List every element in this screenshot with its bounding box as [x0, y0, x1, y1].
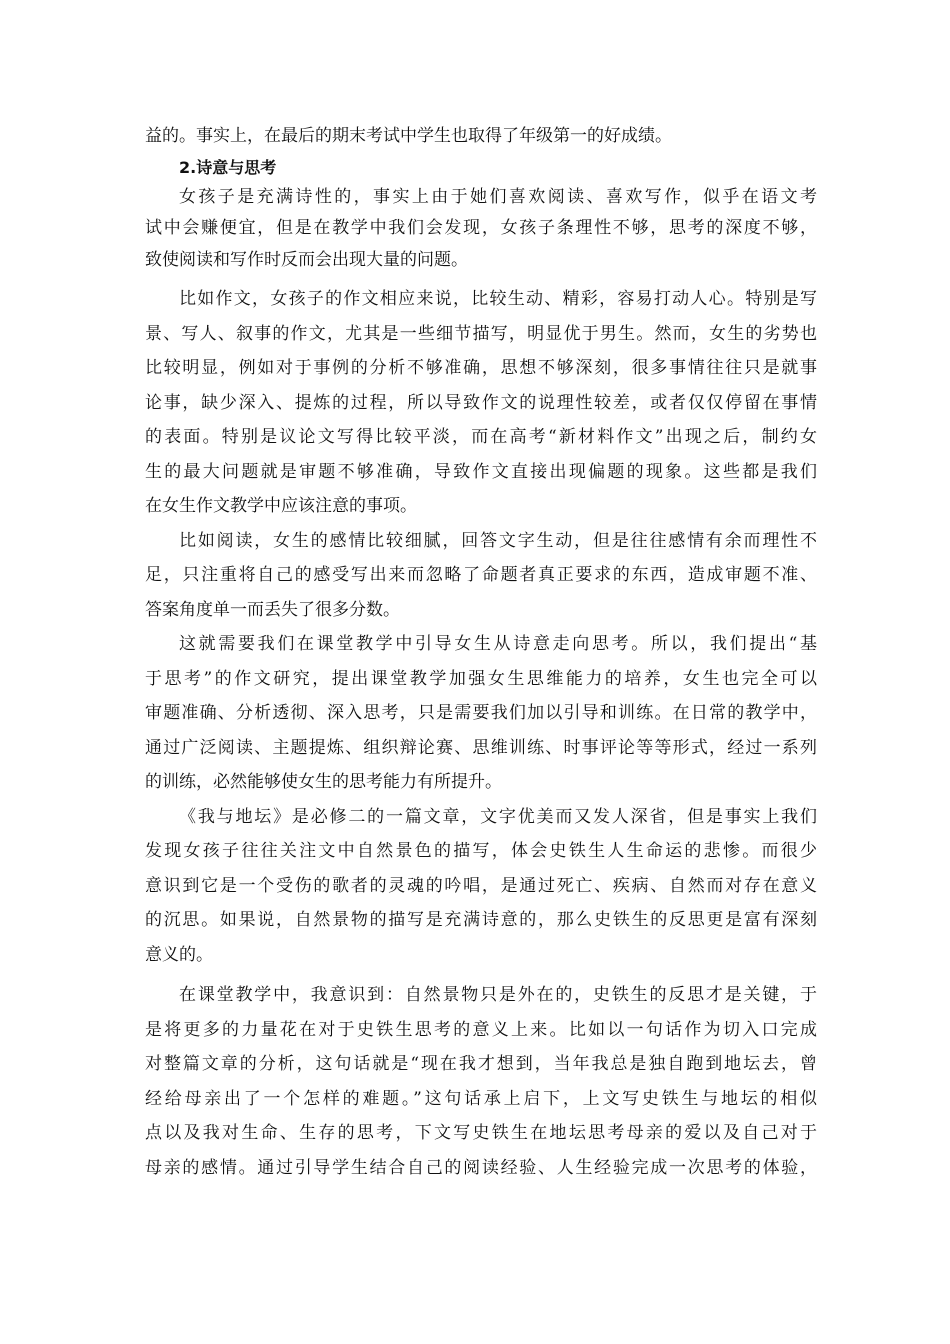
paragraph-line: 经给母亲出了一个怎样的难题。”这句话承上启下，上文写史铁生与地坛的相似 [145, 1088, 817, 1109]
paragraph-6 [145, 978, 817, 1185]
paragraph-5 [145, 800, 817, 973]
intro-line: 益的。事实上，在最后的期末考试中学生也取得了年级第一的好成绩。 [145, 126, 672, 146]
paragraph-line: 这就需要我们在课堂教学中引导女生从诗意走向思考。所以，我们提出“基 [179, 634, 817, 654]
paragraph-line: 足，只注重将自己的感受写出来而忽略了命题者真正要求的东西，造成审题不准、 [145, 565, 817, 585]
paragraph-line: 审题准确、分析透彻、深入思考，只是需要我们加以引导和训练。在日常的教学中， [145, 703, 817, 723]
paragraph-line: 母亲的感情。通过引导学生结合自己的阅读经验、人生经验完成一次思考的体验， [145, 1157, 817, 1178]
paragraph-line: 比较明显，例如对于事例的分析不够准确，思想不够深刻，很多事情往往只是就事 [145, 358, 817, 378]
paragraph-2 [145, 282, 817, 524]
paragraph-line: 通过广泛阅读、主题提炼、组织辩论赛、思维训练、时事评论等等形式，经过一系列 [145, 737, 817, 758]
paragraph-line: 景、写人、叙事的作文，尤其是一些细节描写，明显优于男生。然而，女生的劣势也 [145, 323, 817, 344]
paragraph-line: 意识到它是一个受伤的歌者的灵魂的吟唱，是通过死亡、疾病、自然而对存在意义 [145, 875, 817, 896]
paragraph-line: 《我与地坛》是必修二的一篇文章，文字优美而又发人深省，但是事实上我们 [179, 806, 817, 827]
paragraph-line: 论事，缺少深入、提炼的过程，所以导致作文的说理性较差，或者仅仅停留在事情 [145, 392, 817, 413]
paragraph-3 [145, 524, 817, 628]
paragraph-line: 致使阅读和写作时反而会出现大量的问题。 [145, 249, 468, 270]
paragraph-1 [145, 182, 817, 277]
paragraph-line: 的训练，必然能够使女生的思考能力有所提升。 [145, 772, 502, 792]
paragraph-line: 意义的。 [145, 944, 213, 965]
paragraph-line: 是将更多的力量花在对于史铁生思考的意义上来。比如以一句话作为切入口完成 [145, 1019, 817, 1040]
paragraph-line: 对整篇文章的分析，这句话就是“现在我才想到，当年我总是独自跑到地坛去，曾 [145, 1054, 817, 1074]
paragraph-line: 答案角度单一而丢失了很多分数。 [145, 599, 400, 620]
paragraph-line: 女孩子是充满诗性的，事实上由于她们喜欢阅读、喜欢写作，似乎在语文考 [179, 186, 817, 207]
paragraph-line: 的沉思。如果说，自然景物的描写是充满诗意的，那么史铁生的反思更是富有深刻 [145, 910, 817, 930]
section-heading: 2.诗意与思考 [179, 157, 277, 177]
paragraph-line: 试中会赚便宜，但是在教学中我们会发现，女孩子条理性不够，思考的深度不够， [145, 218, 817, 238]
paragraph-line: 在课堂教学中，我意识到：自然景物只是外在的，史铁生的反思才是关键，于 [179, 985, 817, 1005]
paragraph-line: 生的最大问题就是审题不够准确，导致作文直接出现偏题的现象。这些都是我们 [145, 461, 817, 482]
paragraph-line: 发现女孩子往往关注文中自然景色的描写，体会史铁生人生命运的悲惨。而很少 [145, 841, 817, 861]
paragraph-line: 比如作文，女孩子的作文相应来说，比较生动、精彩，容易打动人心。特别是写 [179, 289, 817, 309]
paragraph-line: 于思考”的作文研究，提出课堂教学加强女生思维能力的培养，女生也完全可以 [145, 668, 817, 689]
paragraph-4 [145, 627, 817, 800]
paragraph-line: 点以及我对生命、生存的思考，下文写史铁生在地坛思考母亲的爱以及自己对于 [145, 1123, 817, 1143]
paragraph-line: 在女生作文教学中应该注意的事项。 [145, 496, 417, 516]
document-page [145, 119, 817, 1185]
paragraph-line: 的表面。特别是议论文写得比较平淡，而在高考“新材料作文”出现之后，制约女 [145, 427, 817, 447]
paragraph-line: 比如阅读，女生的感情比较细腻，回答文字生动，但是往往感情有余而理性不 [179, 530, 817, 551]
